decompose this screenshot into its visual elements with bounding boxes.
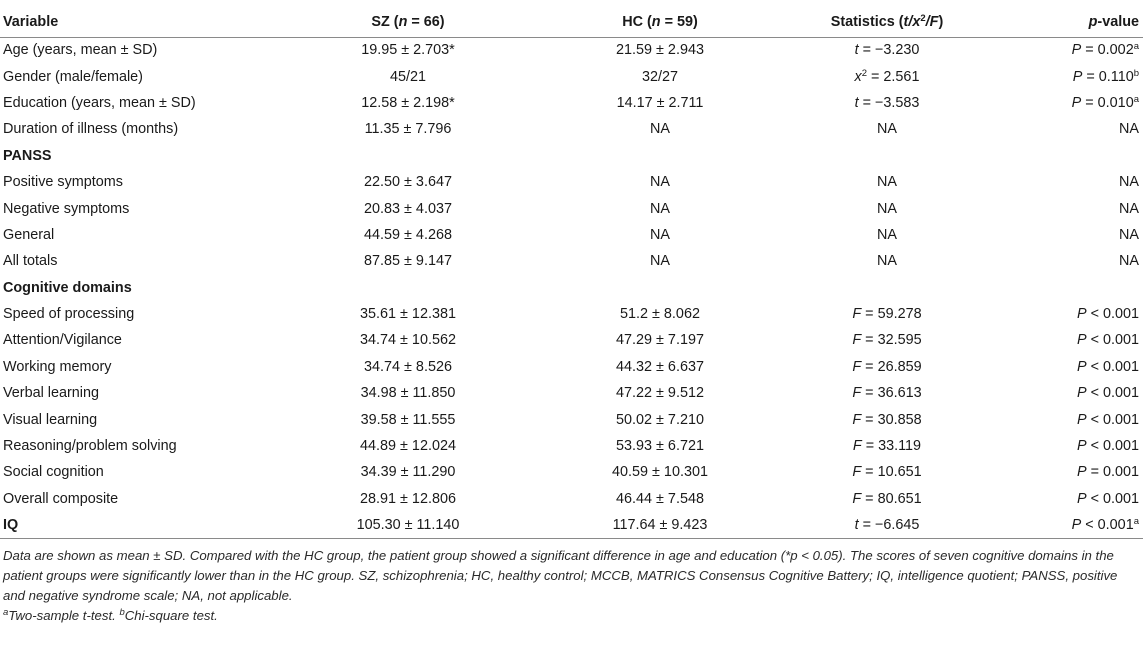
hc-value: 46.44 ± 7.548 [616, 490, 704, 507]
table-body [0, 37, 1143, 538]
p-value: P = 0.002$^a$ [1071, 41, 1139, 59]
table-row [0, 433, 1143, 459]
sz-value: 28.91 ± 12.806 [360, 490, 456, 507]
statistic-value: $x^2 = 2.561$ [854, 67, 920, 85]
footnote-tests: $^a$Two-sample t-test. $^b$Chi-square test. [3, 607, 218, 623]
table-row [0, 116, 1143, 142]
statistic-value: F = 26.859 [852, 358, 922, 375]
table-row [0, 248, 1143, 274]
header-statistics: Statistics $(t/x^2/F)$ [830, 12, 944, 30]
hc-value: NA [650, 174, 670, 191]
table-row [0, 222, 1143, 248]
p-value: NA [1119, 253, 1139, 270]
sz-value: 105.30 ± 11.140 [356, 516, 460, 533]
p-value: P < 0.001 [1076, 306, 1139, 323]
p-value: P < 0.001 [1076, 490, 1139, 507]
hc-value: 51.2 ± 8.062 [620, 306, 700, 323]
statistic-value: NA [877, 200, 897, 217]
p-value: P < 0.001$^a$ [1071, 515, 1139, 533]
statistic-value: t = −3.583 [854, 94, 920, 111]
sz-value: 39.58 ± 11.555 [360, 411, 456, 428]
p-value: P = 0.001 [1076, 464, 1139, 481]
sz-value: 44.89 ± 12.024 [360, 438, 456, 455]
table-row [0, 327, 1143, 353]
hc-value: 40.59 ± 10.301 [612, 464, 708, 481]
row-label: Social cognition [3, 464, 104, 481]
hc-value: 21.59 ± 2.943 [616, 42, 704, 59]
row-label: Education (years, mean ± SD) [3, 94, 196, 111]
hc-value: 53.93 ± 6.721 [616, 438, 704, 455]
table-row [0, 354, 1143, 380]
header-sz: SZ (n = 66) [371, 13, 445, 30]
row-label: Attention/Vigilance [3, 332, 122, 349]
sz-value: 34.74 ± 10.562 [360, 332, 456, 349]
table-row [0, 406, 1143, 432]
statistic-value: F = 80.651 [852, 490, 922, 507]
hc-value: 14.17 ± 2.711 [616, 94, 704, 111]
demographics-table [0, 7, 1143, 539]
header-p-value: p-value [1088, 13, 1139, 30]
sz-value: 34.39 ± 11.290 [360, 464, 456, 481]
statistic-value: F = 59.278 [852, 306, 922, 323]
row-label: Visual learning [3, 411, 98, 428]
section-row [0, 143, 1143, 169]
hc-value: 50.02 ± 7.210 [616, 411, 704, 428]
sz-value: 22.50 ± 3.647 [364, 174, 452, 191]
p-value: P < 0.001 [1076, 358, 1139, 375]
footnote-main: Data are shown as mean ± SD. Compared with the HC group, the patient group showed a significant difference in age and education (*p < 0.05). The scores of seven cognitive domains in the patient groups were significantly lower than in the HC group. SZ, schizophrenia; HC, healthy control; MCCB, MATRICS Consensus Cognitive Battery; IQ, intelligence quotient; PANSS, positive and negative syndrome scale; NA, not applicable. [3, 548, 1118, 603]
statistic-value: t = −3.230 [854, 42, 920, 59]
sz-value: 34.74 ± 8.526 [364, 358, 452, 375]
statistic-value: F = 10.651 [852, 464, 922, 481]
statistic-value: F = 36.613 [852, 385, 922, 402]
table-row [0, 301, 1143, 327]
sz-value: 11.35 ± 7.796 [364, 121, 452, 138]
table-row [0, 486, 1143, 512]
row-label: Negative symptoms [3, 200, 130, 217]
row-label: Overall composite [3, 490, 119, 507]
statistic-value: NA [877, 253, 897, 270]
sz-value: 87.85 ± 9.147 [364, 253, 452, 270]
p-value: P < 0.001 [1076, 411, 1139, 428]
p-value: P < 0.001 [1076, 438, 1139, 455]
hc-value: NA [650, 200, 670, 217]
table-row [0, 380, 1143, 406]
p-value: NA [1119, 174, 1139, 191]
hc-value: 117.64 ± 9.423 [612, 516, 708, 533]
statistic-value: NA [877, 226, 897, 243]
p-value: P < 0.001 [1076, 385, 1139, 402]
header-hc: HC (n = 59) [622, 13, 698, 30]
section-row [0, 275, 1143, 301]
sz-value: 20.83 ± 4.037 [364, 200, 452, 217]
statistic-value: t = −6.645 [854, 516, 920, 533]
statistic-value: F = 32.595 [852, 332, 922, 349]
row-label: General [3, 226, 55, 243]
p-value: NA [1119, 121, 1139, 138]
sz-value: 19.95 ± 2.703* [361, 42, 455, 59]
table-row [0, 63, 1143, 89]
table-header [0, 7, 1143, 37]
hc-value: 44.32 ± 6.637 [616, 358, 704, 375]
sz-value: 12.58 ± 2.198* [361, 94, 455, 111]
hc-value: NA [650, 226, 670, 243]
row-label: IQ [3, 516, 19, 533]
table-row [0, 195, 1143, 221]
table-row [0, 459, 1143, 485]
table-row [0, 169, 1143, 195]
table-row [0, 37, 1143, 63]
hc-value: 47.22 ± 9.512 [616, 385, 704, 402]
statistic-value: F = 33.119 [852, 438, 922, 455]
hc-value: NA [650, 121, 670, 138]
p-value: P = 0.010$^a$ [1071, 93, 1139, 111]
table-row [0, 512, 1143, 538]
sz-value: 35.61 ± 12.381 [360, 306, 456, 323]
p-value: NA [1119, 226, 1139, 243]
statistic-value: NA [877, 121, 897, 138]
hc-value: 32/27 [641, 68, 678, 85]
sz-value: 44.59 ± 4.268 [364, 226, 452, 243]
table-row [0, 90, 1143, 116]
statistic-value: NA [877, 174, 897, 191]
sz-value: 45/21 [389, 68, 426, 85]
statistic-value: F = 30.858 [852, 411, 922, 428]
row-label: Gender (male/female) [3, 68, 143, 85]
row-label: Duration of illness (months) [3, 121, 179, 138]
row-label: Cognitive domains [3, 279, 132, 296]
row-label: Speed of processing [3, 306, 135, 323]
row-label: All totals [3, 253, 58, 270]
p-value: P < 0.001 [1076, 332, 1139, 349]
row-label: Age (years, mean ± SD) [3, 42, 158, 59]
hc-value: NA [650, 253, 670, 270]
header-variable: Variable [3, 13, 59, 30]
row-label: Working memory [3, 358, 112, 375]
p-value: NA [1119, 200, 1139, 217]
header-row [0, 7, 1143, 37]
hc-value: 47.29 ± 7.197 [616, 332, 704, 349]
sz-value: 34.98 ± 11.850 [360, 385, 456, 402]
row-label: Verbal learning [3, 385, 100, 402]
row-label: Reasoning/problem solving [3, 438, 177, 455]
p-value: P = 0.110$^b$ [1072, 67, 1139, 85]
row-label: PANSS [3, 147, 52, 164]
table-footnotes [3, 546, 1139, 626]
row-label: Positive symptoms [3, 174, 123, 191]
